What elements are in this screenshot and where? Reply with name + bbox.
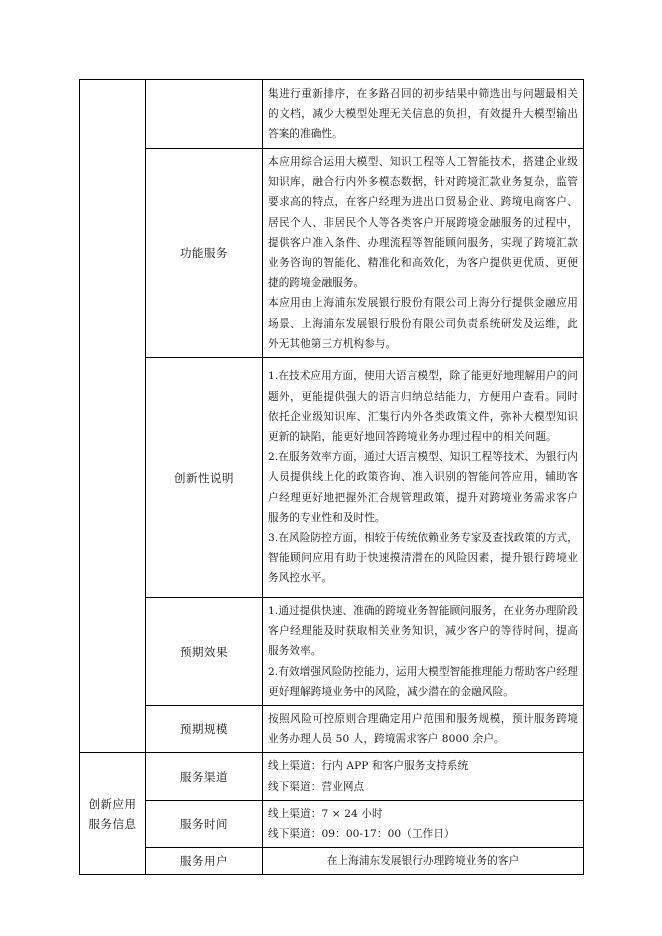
section-label-line: 创新应用 — [88, 796, 137, 811]
content-line: 线上渠道：7 × 24 小时 — [268, 807, 383, 820]
content-paragraph: 1.通过提供快速、准确的跨境业务智能顾问服务，在业务办理阶段客户经理能及时获取相关业务知识，减少客户的等待时间，提高服务效率。 — [268, 605, 578, 658]
content-paragraph: 集进行重新排序，在多路召回的初步结果中筛选出与问题最相关的文档，减少大模型处理无关信息的负担，有效提升大模型输出答案的准确性。 — [268, 87, 578, 141]
content-line: 线上渠道：行内 APP 和客户服务支持系统 — [268, 760, 469, 773]
row-label: 服务时间 — [146, 800, 263, 847]
row-label: 功能服务 — [146, 149, 263, 358]
row-content — [263, 149, 584, 358]
row-label: 预期效果 — [146, 598, 263, 706]
content-line: 在上海浦东发展银行办理跨境业务的客户 — [326, 855, 520, 868]
table-row — [80, 706, 584, 753]
row-label: 预期规模 — [146, 706, 263, 753]
row-label — [146, 80, 263, 149]
section-label-line: 服务信息 — [88, 816, 137, 831]
table-row — [80, 149, 584, 358]
table-row — [80, 80, 584, 149]
content-paragraph: 按照风险可控原则合理确定用户范围和服务规模，预计服务跨境业务办理人员 50 人，跨境需求客户 8000 余户。 — [268, 713, 578, 746]
row-label: 服务渠道 — [146, 753, 263, 800]
row-content — [263, 848, 584, 875]
content-line: 线下渠道：营业网点 — [268, 780, 365, 793]
section-label-cell — [80, 80, 146, 753]
row-content — [263, 753, 584, 800]
content-paragraph: 2.有效增强风险防控能力，运用大模型智能推理能力帮助客户经理更好理解跨境业务中的风险，减少潜在的金融风险。 — [268, 665, 578, 698]
table-row — [80, 753, 584, 800]
info-table — [79, 79, 584, 875]
content-paragraph: 2.在服务效率方面，通过大语言模型、知识工程等技术、为银行内人员提供线上化的政策咨询、准入识别的智能问答应用，辅助客户经理更好地把握外汇合规管理政策，提升对跨境业务需求客户服务的专业性和及时性。 — [268, 451, 578, 524]
content-paragraph: 3.在风险防控方面，相较于传统依赖业务专家及查找政策的方式，智能顾问应用有助于快速摸清潜在的风险因素，提升银行跨境业务风控水平。 — [268, 532, 578, 585]
row-content — [263, 80, 584, 149]
content-paragraph: 本应用综合运用大模型、知识工程等人工智能技术，搭建企业级知识库，融合行内外多模态数据，针对跨境汇款业务复杂，监管要求高的特点，在客户经理为进出口贸易企业、跨境电商客户、居民个人、非居民个人等各类客户开展跨境金融服务的过程中，提供客户准入条件、办理流程等智能顾问服务，实现了跨境汇款业务咨询的智能化、精准化和高效化，为客户提供更优质、更便捷的跨境金融服务。 — [268, 156, 578, 290]
row-content — [263, 358, 584, 598]
table-row — [80, 848, 584, 875]
table-row — [80, 598, 584, 706]
section-label-cell — [80, 753, 146, 875]
row-label: 服务用户 — [146, 848, 263, 875]
row-content — [263, 800, 584, 847]
table-row — [80, 800, 584, 847]
content-line: 线下渠道：09：00-17：00（工作日） — [268, 828, 455, 841]
row-content — [263, 598, 584, 706]
content-paragraph: 1.在技术应用方面，使用大语言模型，除了能更好地理解用户的问题外，更能提供强大的语言归纳总结能力，方便用户查看。同时依托企业级知识库、汇集行内外各类政策文件，弥补大模型知识更新的缺陷，能更好地回答跨境业务办理过程中的相关问题。 — [268, 370, 578, 444]
table-row — [80, 358, 584, 598]
row-content — [263, 706, 584, 753]
content-paragraph: 本应用由上海浦东发展银行股份有限公司上海分行提供金融应用场景、上海浦东发展银行股份有限公司负责系统研发及运维，此外无其他第三方机构参与。 — [268, 297, 578, 350]
row-label: 创新性说明 — [146, 358, 263, 598]
